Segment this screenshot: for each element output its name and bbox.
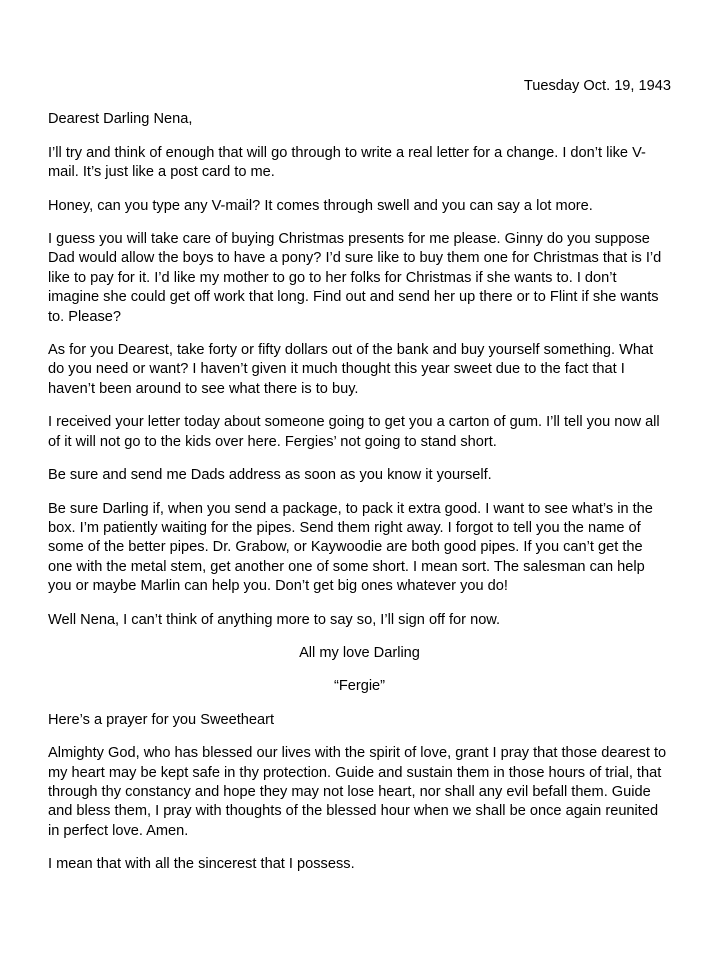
paragraph-vmail: I’ll try and think of enough that will go through to write a real letter for a change. I don’t like V-mail. It’s just like a post card to me. [48,144,646,181]
salutation: Dearest Darling Nena, [48,111,193,128]
paragraph-dearest: As for you Dearest, take forty or fifty dollars out of the bank and buy yourself something. What do you need or want? I haven’t given it much thought this year sweet due to the fact that I haven’t been around to see what there is to buy. [48,342,654,397]
signature: “Fergie” [333,678,386,695]
closing: All my love Darling [299,644,420,661]
final-line: I mean that with all the sincerest that I possess. [48,856,355,873]
paragraph-christmas: I guess you will take care of buying Christmas presents for me please. Ginny do you suppose Dad would allow the boys to have a pony? I’d sure like to buy them one for Christmas that is I’d like to pay for it. I’d like my mother to go to her folks for Christmas if she wants to. I don’t imagine she could get off work that long. Find out and send her up there or to Flint if she wants to. Please? [48,231,662,325]
prayer-intro: Here’s a prayer for you Sweetheart [48,711,275,728]
letter-date: Tuesday Oct. 19, 1943 [523,78,671,94]
prayer-text: Almighty God, who has blessed our lives with the spirit of love, grant I pray that those dearest to my heart may be kept safe in thy protection. Guide and sustain them in those hours of trial, that through thy constancy and hope they may not lose heart, nor shall any evil befall them. Guide and bless them, I pray with thoughts of the blessed hour when we shall be once again reunited in perfect love. Amen. [48,745,667,839]
paragraph-gum: I received your letter today about someone going to get you a carton of gum. I’ll tell you now all of it will not go to the kids over here. Fergies’ not going to stand short. [48,414,660,450]
paragraph-pipes: Be sure Darling if, when you send a package, to pack it extra good. I want to see what’s in the box. I’m patiently waiting for the pipes. Send them right away. I forgot to tell you the name of some of the better pipes. Dr. Grabow, or Kaywoodie are both good pipes. If you can’t get the one with the metal stem, get another one of some short. I mean sort. The salesman can help you or maybe Marlin can help you. Don’t get big ones whatever you do! [48,500,653,595]
paragraph-sign-off: Well Nena, I can’t think of anything more to say so, I’ll sign off for now. [48,611,501,628]
paragraph-type-vmail: Honey, can you type any V-mail? It comes through swell and you can say a lot more. [48,197,593,214]
paragraph-dads-address: Be sure and send me Dads address as soon as you know it yourself. [48,467,492,484]
